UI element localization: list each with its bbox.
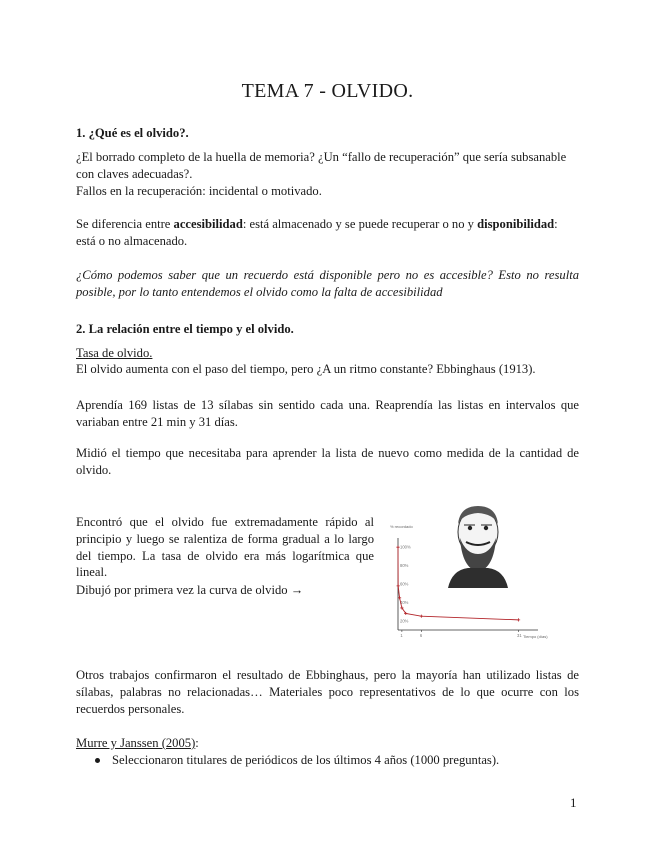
paragraph-3-text-post: : está o no almacenado.: [76, 217, 558, 248]
chart-y-tick-label: 60%: [400, 581, 409, 587]
section-2-paragraph-5: Dibujó por primera vez la curva de olvido →: [76, 583, 304, 597]
chart-y-ticks: [400, 545, 411, 624]
chart-x-tick-label: 31: [517, 633, 522, 638]
chart-series-line: [398, 544, 519, 620]
term-accesibilidad: accesibilidad: [173, 217, 243, 231]
paragraph-3-text-mid: : está almacenado y se puede recuperar o no y: [242, 217, 478, 231]
chart-y-tick-label: 40%: [400, 599, 409, 605]
bullet-list: [95, 752, 575, 769]
subheading-tasa-text: Tasa de olvido.: [76, 346, 153, 360]
section-2-subheading-tasa: [76, 345, 579, 362]
section-2-paragraph-6: Otros trabajos confirmaron el resultado de Ebbinghaus, pero la mayoría han utilizado listas de sílabas, palabras no relacionadas… Materiales poco representativos de lo que ocurre con los recuerdos personales.: [76, 668, 579, 716]
section-2-paragraph-1: El olvido aumenta con el paso del tiempo, pero ¿A un ritmo constante? Ebbinghaus (1913).: [76, 362, 536, 376]
section-2-heading: 2. La relación entre el tiempo y el olvido.: [76, 322, 294, 336]
chart-y-tick-label: 80%: [400, 563, 409, 569]
paragraph-3-text-pre: Se diferencia entre: [76, 217, 174, 231]
section-1-italic-question: ¿Cómo podemos saber que un recuerdo está disponible pero no es accesible? Esto no resulta posible, por lo tanto entendemos el olvido como la falta de accesibilidad: [76, 268, 579, 299]
bullet-icon: [95, 758, 100, 763]
page-title: TEMA 7 - OLVIDO.: [241, 80, 414, 102]
section-2-subheading-murre: [76, 735, 579, 752]
section-2-paragraph-2: Aprendía 169 listas de 13 sílabas sin sentido cada una. Reaprendía las listas en intervalos que variaban entre 21 min y 31 días.: [76, 398, 579, 429]
section-1-paragraph-2: Fallos en la recuperación: incidental o motivado.: [76, 184, 322, 198]
section-1-heading: 1. ¿Qué es el olvido?.: [76, 126, 189, 140]
chart-points: [396, 546, 520, 622]
subheading-murre-text: Murre y Janssen (2005): [76, 736, 196, 750]
page-number: 1: [570, 795, 577, 810]
forgetting-curve-chart: [388, 498, 556, 650]
chart-y-tick-label: 20%: [400, 618, 409, 624]
section-2-paragraph-4: Encontró que el olvido fue extremadamente rápido al principio y luego se ralentiza de forma gradual a lo largo del tiempo. La tasa de olvido era más logarítmica que lineal.: [76, 515, 374, 580]
list-item: [95, 752, 575, 769]
section-1-paragraph-1: ¿El borrado completo de la huella de memoria? ¿Un “fallo de recuperación” que sería subsanable con claves adecuadas?.: [76, 150, 567, 181]
subheading-murre-colon: :: [195, 736, 199, 750]
section-2-paragraph-3: Midió el tiempo que necesitaba para aprender la lista de nuevo como medida de la cantidad de olvido.: [76, 446, 579, 477]
list-item-text: Seleccionaron titulares de periódicos de los últimos 4 años (1000 preguntas).: [112, 753, 500, 767]
term-disponibilidad: disponibilidad: [477, 217, 555, 231]
section-1-paragraph-3: [76, 216, 579, 250]
chart-y-tick-label: 100%: [400, 544, 411, 550]
chart-x-ticks: [400, 630, 522, 638]
chart-data-point: [420, 615, 423, 618]
chart-x-tick-label: 1: [400, 633, 403, 638]
chart-ylabel: % recordado: [390, 524, 413, 529]
chart-data-point: [517, 618, 520, 621]
chart-xlabel: Tiempo (días): [523, 634, 548, 639]
chart-x-tick-label: 6: [419, 633, 423, 638]
